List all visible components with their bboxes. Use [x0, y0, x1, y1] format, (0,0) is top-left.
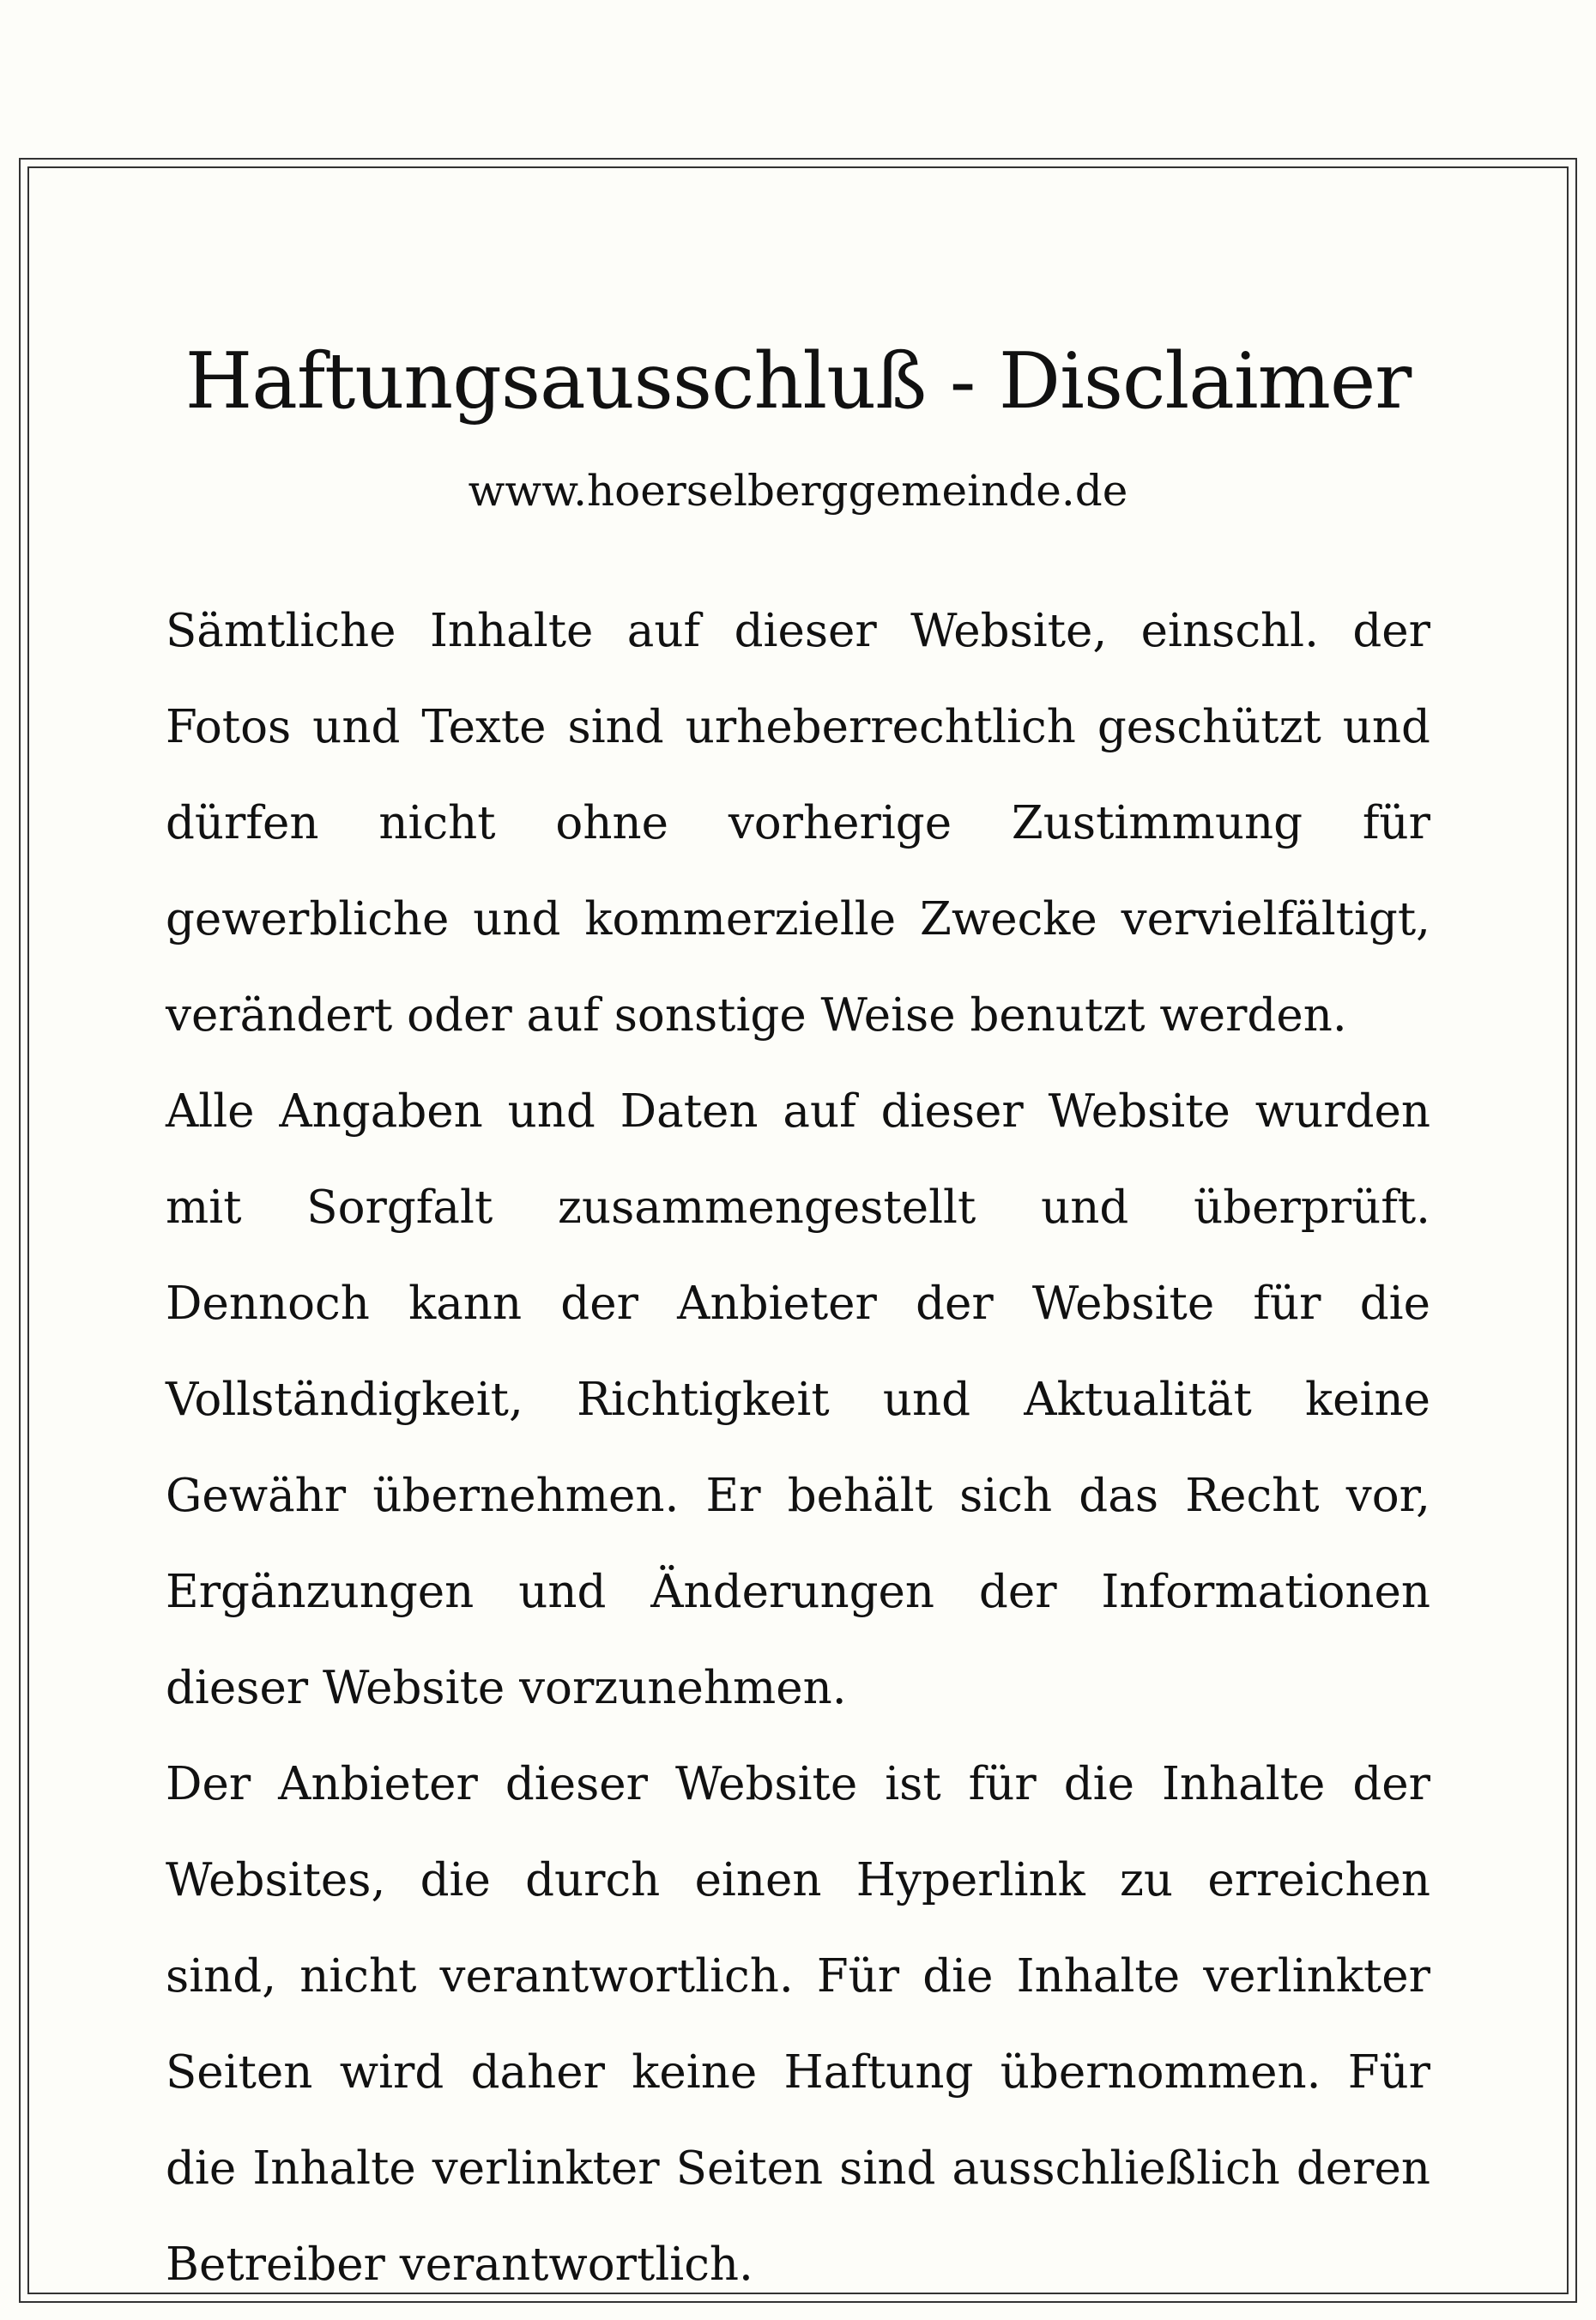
paragraph-accuracy: Alle Angaben und Daten auf dieser Website wurden mit Sorgfalt zusammengestellt und überprüft. Dennoch kann der Anbieter der Website für die Vollständigkeit, Richtigkeit und Aktualität keine Gewähr übernehmen. Er behält sich das Recht vor, Ergänzungen und Änderungen der Informationen dieser Website vorzunehmen.	[166, 1085, 1430, 1714]
paragraph-copyright: Sämtliche Inhalte auf dieser Website, einschl. der Fotos und Texte sind urheberrechtlich geschützt und dürfen nicht ohne vorherige Zustimmung für gewerbliche und kommerzielle Zwecke vervielfältigt, verändert oder auf sonstige Weise benutzt werden.	[166, 605, 1430, 1042]
website-url: www.hoerselberggemeinde.de	[468, 466, 1128, 516]
disclaimer-body	[166, 583, 1430, 2313]
document-title: Haftungsausschluß - Disclaimer	[184, 336, 1412, 426]
paragraph-hyperlinks: Der Anbieter dieser Website ist für die Inhalte der Websites, die durch einen Hyperlink zu erreichen sind, nicht verantwortlich. Für die Inhalte verlinkter Seiten wird daher keine Haftung übernommen. Für die Inhalte verlinkter Seiten sind ausschließlich deren Betreiber verantwortlich.	[166, 1758, 1430, 2291]
